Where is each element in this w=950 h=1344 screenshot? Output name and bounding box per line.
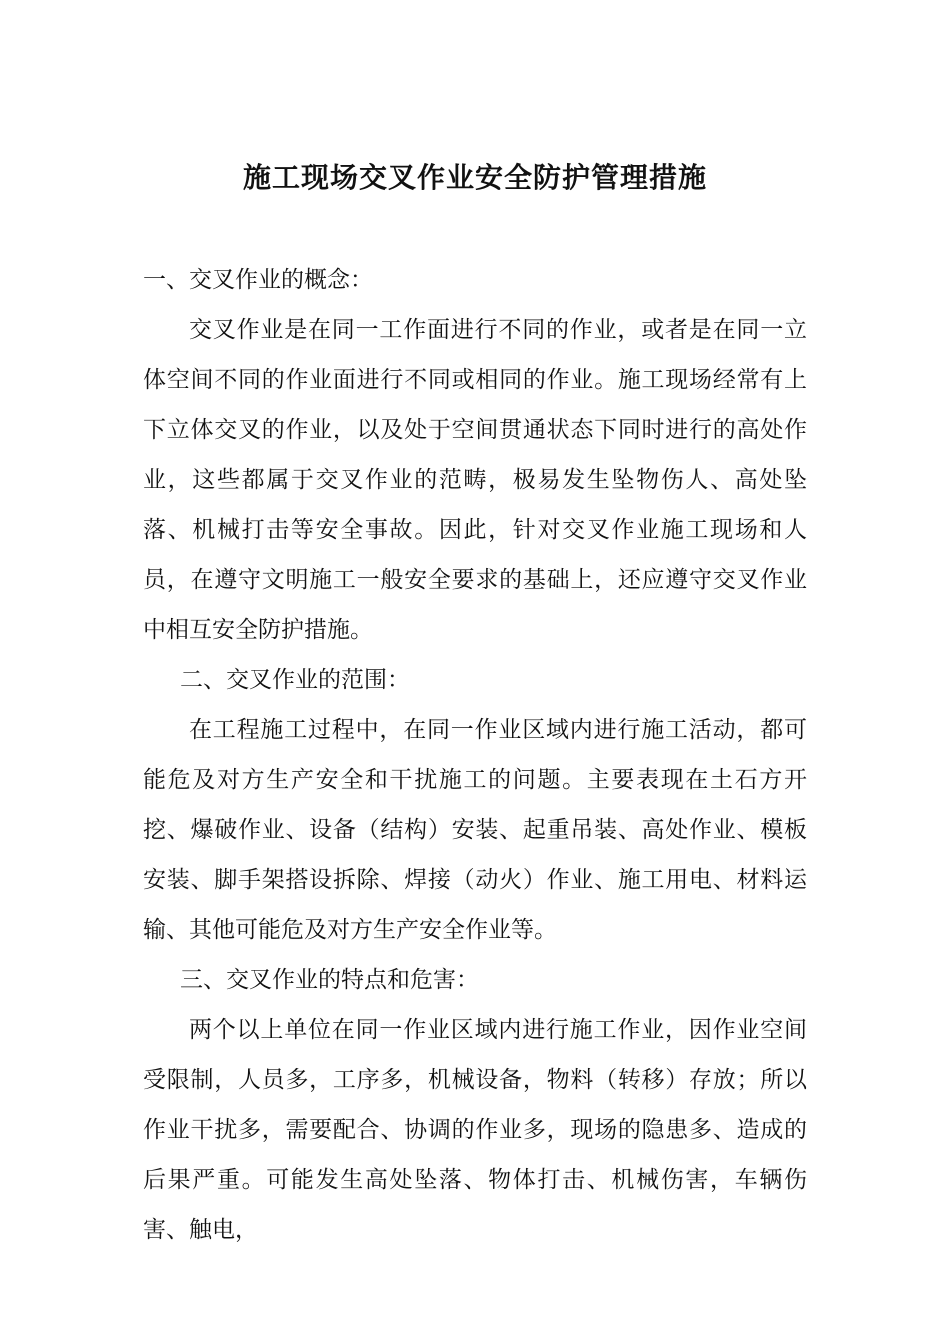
section-paragraph-scope: 在工程施工过程中，在同一作业区域内进行施工活动，都可能危及对方生产安全和干扰施工的问题。主要表现在土石方开挖、爆破作业、设备（结构）安装、起重吊装、高处作业、模板安装、脚手架搭设拆除、焊接（动火）作业、施工用电、材料运输、其他可能危及对方生产安全作业等。 [143,717,807,943]
section-heading-concept: 一、交叉作业的概念： [143,267,373,293]
section-paragraph-hazards: 两个以上单位在同一作业区域内进行施工作业，因作业空间受限制，人员多，工序多，机械设备，物料（转移）存放；所以作业干扰多，需要配合、协调的作业多，现场的隐患多、造成的后果严重。可能发生高处坠落、物体打击、机械伤害，车辆伤害、触电， [143,1017,807,1243]
section-paragraph-concept: 交叉作业是在同一工作面进行不同的作业，或者是在同一立体空间不同的作业面进行不同或相同的作业。施工现场经常有上下立体交叉的作业，以及处于空间贯通状态下同时进行的高处作业，这些都属于交叉作业的范畴，极易发生坠物伤人、高处坠落、机械打击等安全事故。因此，针对交叉作业施工现场和人员，在遵守文明施工一般安全要求的基础上，还应遵守交叉作业中相互安全防护措施。 [143,317,807,643]
document-title: 施工现场交叉作业安全防护管理措施 [242,161,707,194]
section-heading-scope: 二、交叉作业的范围： [180,667,410,693]
section-heading-hazards: 三、交叉作业的特点和危害： [180,967,479,993]
document-body [143,255,807,1255]
